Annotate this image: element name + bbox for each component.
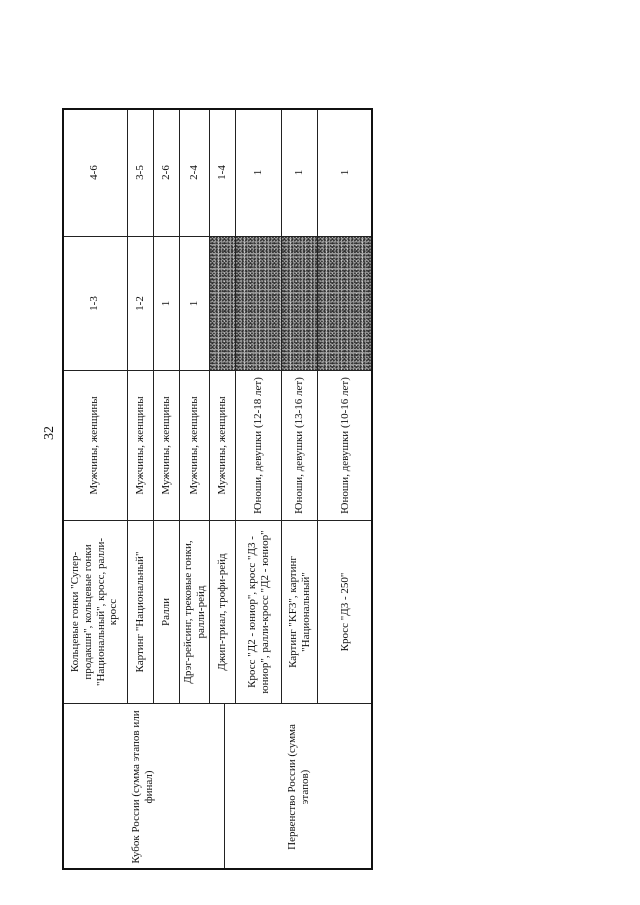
place-cell: 1 <box>318 108 373 236</box>
category-cell: Юноши, девушки (10-16 лет) <box>318 370 373 520</box>
discipline-cell: Дрэг-рейсинг, трековые гонки, ралли-рейд <box>180 520 210 703</box>
category-cell: Юноши, девушки (13-16 лет) <box>282 370 318 520</box>
shaded-cell <box>318 236 373 370</box>
discipline-cell: Джип-триал, трофи-рейд <box>210 520 236 703</box>
place-cell: 1 <box>154 236 180 370</box>
group-label: Кубок России (сумма этапов или финал) <box>130 710 155 864</box>
place-cell: 1-4 <box>210 108 236 236</box>
shaded-cell <box>210 236 236 370</box>
place-cell: 1-3 <box>62 236 128 370</box>
page-number: 32 <box>42 426 57 440</box>
place-cell: 3-5 <box>128 108 154 236</box>
category-cell: Мужчины, женщины <box>128 370 154 520</box>
discipline-cell: Кросс "Д2 - юниор", кросс "Д3 - юниор", ралли-кросс "Д2 - юниор" <box>236 520 282 703</box>
category-cell: Мужчины, женщины <box>180 370 210 520</box>
discipline-cell: Картинг "Национальный" <box>128 520 154 703</box>
place-cell: 2-4 <box>180 108 210 236</box>
place-cell: 1 <box>236 108 282 236</box>
shaded-cell <box>282 236 318 370</box>
discipline-cell: Картинг "KF3", картинг "Национальный" <box>282 520 318 703</box>
group-cell-kubok <box>62 703 225 870</box>
place-cell: 1-2 <box>128 236 154 370</box>
category-cell: Мужчины, женщины <box>154 370 180 520</box>
category-cell: Мужчины, женщины <box>210 370 236 520</box>
place-cell: 1 <box>282 108 318 236</box>
place-cell: 1 <box>180 236 210 370</box>
shaded-cell <box>236 236 282 370</box>
group-label: Первенство России (сумма этапов) <box>285 724 311 850</box>
place-cell: 4-6 <box>62 108 128 236</box>
place-cell: 2-6 <box>154 108 180 236</box>
discipline-cell: Кольцевые гонки "Супер-продакшн", кольцевые гонки "Национальный", кросс, ралли-кросс <box>62 520 128 703</box>
results-table <box>62 108 373 870</box>
discipline-cell: Ралли <box>154 520 180 703</box>
group-cell-pervenstvo <box>225 703 373 870</box>
category-cell: Мужчины, женщины <box>62 370 128 520</box>
category-cell: Юноши, девушки (12-18 лет) <box>236 370 282 520</box>
discipline-cell: Кросс "Д3 - 250" <box>318 520 373 703</box>
